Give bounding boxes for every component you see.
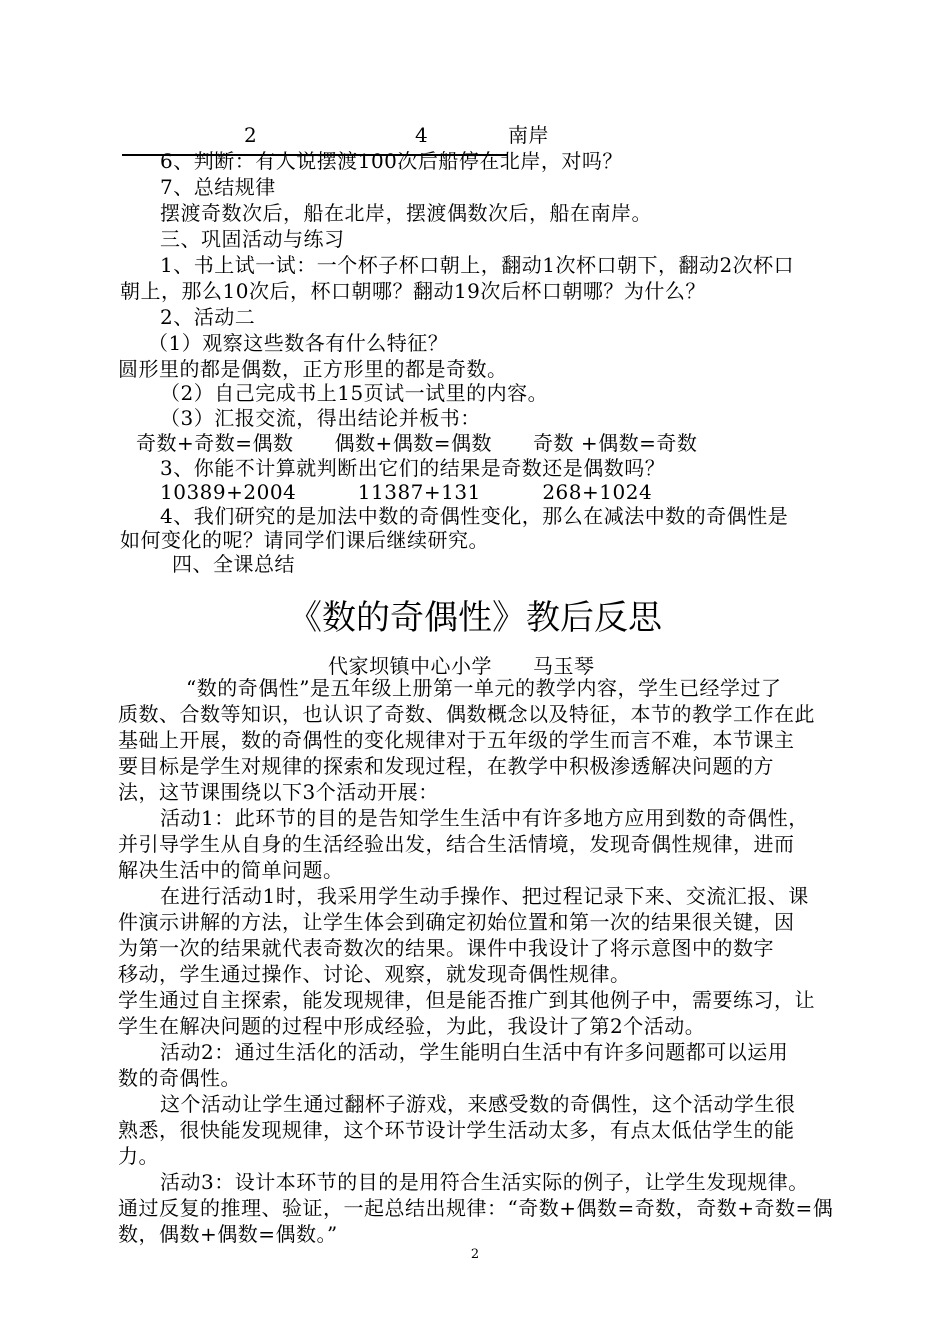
body-line-10: 件演示讲解的方法，让学生体会到确定初始位置和第一次的结果很关键，因 xyxy=(118,910,795,934)
body-line-21: 通过反复的推理、验证，一起总结出规律：“奇数+偶数=奇数，奇数+奇数=偶 xyxy=(118,1196,834,1220)
body-line-12: 移动，学生通过操作、讨论、观察，就发现奇偶性规律。 xyxy=(118,962,631,986)
section-3-heading: 三、巩固活动与练习 xyxy=(160,227,345,251)
body-line-1: “数的奇偶性”是五年级上册第一单元的教学内容，学生已经学过了 xyxy=(186,676,782,700)
parity-rules: 奇数+奇数=偶数 偶数+偶数=偶数 奇数 +偶数=奇数 xyxy=(136,431,698,455)
section-4-heading: 四、全课总结 xyxy=(172,552,295,576)
body-line-22: 数，偶数+偶数=偶数。” xyxy=(118,1222,338,1246)
addition-examples: 10389+2004 11387+131 268+1024 xyxy=(160,480,653,504)
page-title: 《数的奇偶性》教后反思 xyxy=(288,598,662,638)
step-7-heading: 7、总结规律 xyxy=(160,175,276,199)
rule-summary: 摆渡奇数次后，船在北岸，摆渡偶数次后，船在南岸。 xyxy=(160,201,652,225)
ferry-number-4: 4 xyxy=(415,123,429,147)
exercise-1-line-2: 朝上，那么10次后，杯口朝哪？翻动19次后杯口朝哪？为什么？ xyxy=(120,279,706,303)
activity-2-step-2: （2）自己完成书上15页试一试里的内容。 xyxy=(160,381,549,405)
activity-2-step-1: （1）观察这些数各有什么特征？ xyxy=(148,331,449,355)
activity-2-observation: 圆形里的都是偶数，正方形里的都是奇数。 xyxy=(118,357,508,381)
body-line-2: 质数、合数等知识，也认识了奇数、偶数概念以及特征，本节的教学工作在此 xyxy=(118,702,815,726)
body-line-16: 数的奇偶性。 xyxy=(118,1066,241,1090)
author-line: 代家坝镇中心小学 马玉琴 xyxy=(328,654,595,678)
ferry-bank-label: 南岸 xyxy=(508,123,549,147)
body-line-18: 熟悉，很快能发现规律，这个环节设计学生活动太多，有点太低估学生的能 xyxy=(118,1118,795,1142)
body-line-9: 在进行活动1时，我采用学生动手操作、把过程记录下来、交流汇报、课 xyxy=(160,884,809,908)
body-line-11: 为第一次的结果就代表奇数次的结果。课件中我设计了将示意图中的数字 xyxy=(118,936,774,960)
question-4-line-1: 4、我们研究的是加法中数的奇偶性变化，那么在减法中数的奇偶性是 xyxy=(160,504,789,528)
body-line-19: 力。 xyxy=(118,1144,159,1168)
body-line-7: 并引导学生从自身的生活经验出发，结合生活情境，发现奇偶性规律，进而 xyxy=(118,832,795,856)
activity-2-step-3: （3）汇报交流，得出结论并板书： xyxy=(160,406,481,430)
exercise-1-line-1: 1、书上试一试：一个杯子杯口朝上，翻动1次杯口朝下，翻动2次杯口 xyxy=(160,253,795,277)
body-line-6: 活动1：此环节的目的是告知学生生活中有许多地方应用到数的奇偶性， xyxy=(160,806,809,830)
ferry-number-2: 2 xyxy=(244,123,258,147)
body-line-5: 法，这节课围绕以下3个活动开展： xyxy=(118,780,439,804)
question-3: 3、你能不计算就判断出它们的结果是奇数还是偶数吗？ xyxy=(160,456,666,480)
body-line-15: 活动2：通过生活化的活动，学生能明白生活中有许多问题都可以运用 xyxy=(160,1040,789,1064)
body-line-17: 这个活动让学生通过翻杯子游戏，来感受数的奇偶性，这个活动学生很 xyxy=(160,1092,796,1116)
activity-2-heading: 2、活动二 xyxy=(160,305,256,329)
page-number: 2 xyxy=(470,1247,480,1262)
body-line-4: 要目标是学生对规律的探索和发现过程，在教学中积极渗透解决问题的方 xyxy=(118,754,774,778)
body-line-3: 基础上开展，数的奇偶性的变化规律对于五年级的学生而言不难，本节课主 xyxy=(118,728,795,752)
question-4-line-2: 如何变化的呢？请同学们课后继续研究。 xyxy=(120,528,489,552)
body-line-20: 活动3：设计本环节的目的是用符合生活实际的例子，让学生发现规律。 xyxy=(160,1170,809,1194)
body-line-13: 学生通过自主探索，能发现规律，但是能否推广到其他例子中，需要练习，让 xyxy=(118,988,815,1012)
body-line-14: 学生在解决问题的过程中形成经验，为此，我设计了第2个活动。 xyxy=(118,1014,706,1038)
body-line-8: 解决生活中的简单问题。 xyxy=(118,858,344,882)
question-6: 6、判断：有人说摆渡100次后船停在北岸，对吗？ xyxy=(160,149,623,173)
